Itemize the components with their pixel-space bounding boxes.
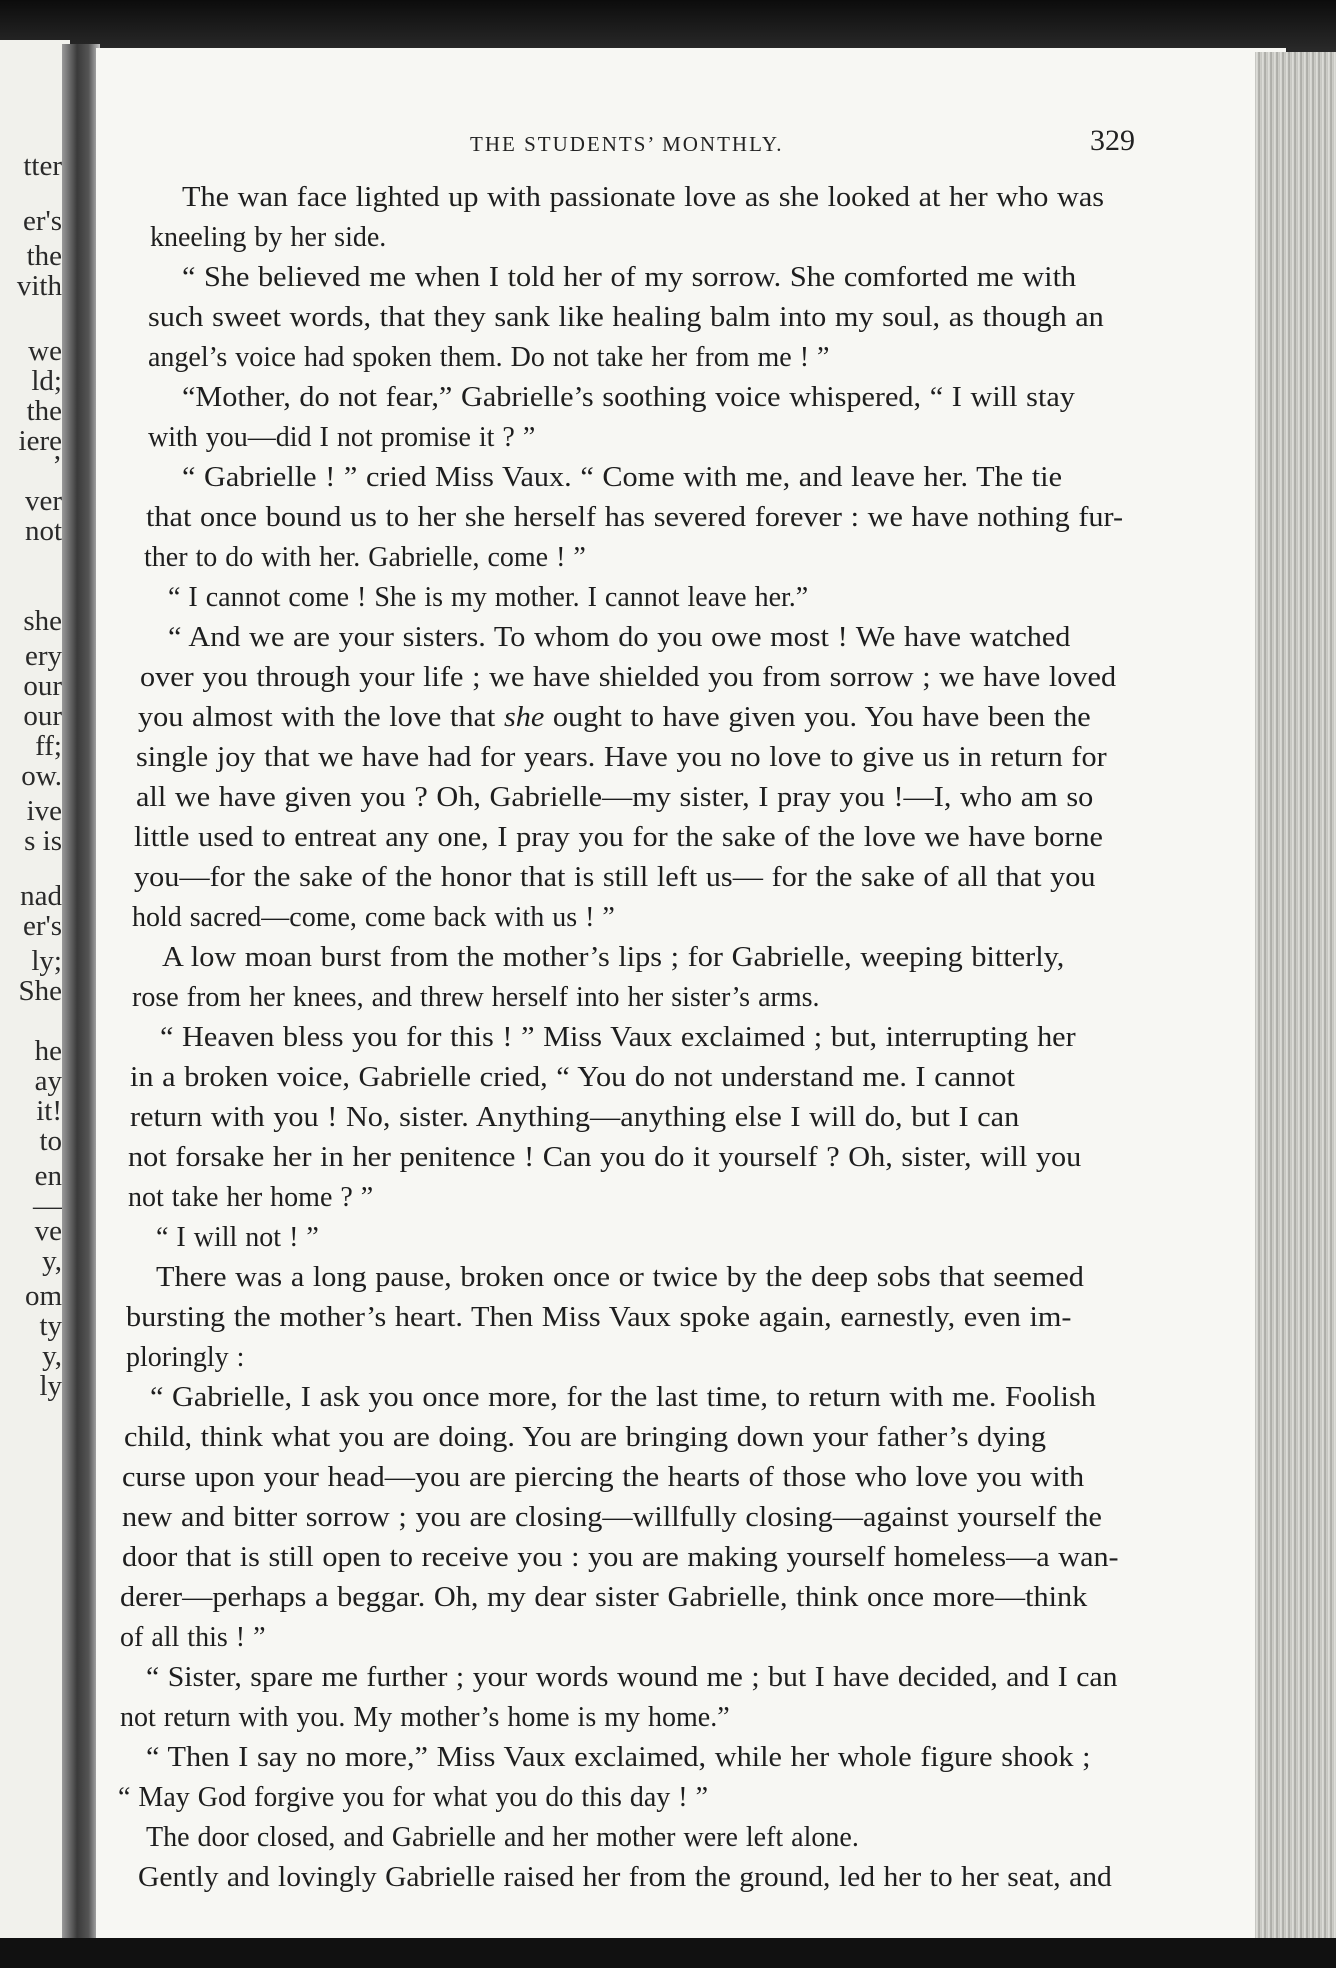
text-line: ther to do with her. Gabrielle, come ! ” xyxy=(144,542,586,573)
text-line: “ May God forgive you for what you do this day ! ” xyxy=(118,1782,709,1813)
text-line: “ Sister, spare me further ; your words wound me ; but I have decided, and I can xyxy=(146,1662,1118,1693)
text-line: “ Heaven bless you for this ! ” Miss Vaux exclaimed ; but, interrupting her xyxy=(160,1022,1076,1053)
text-line: Gently and lovingly Gabrielle raised her from the ground, led her to her seat, and xyxy=(138,1862,1112,1893)
left-page-fragment: iere xyxy=(18,425,62,457)
left-page-fragment: ty xyxy=(39,1310,62,1342)
left-page-fragment: she xyxy=(23,605,62,637)
left-page-fragment: ly; xyxy=(31,945,62,977)
text-line: with you—did I not promise it ? ” xyxy=(148,422,536,453)
text-line: curse upon your head—you are piercing the hearts of those who love you with xyxy=(122,1462,1085,1493)
left-page-fragment: ive xyxy=(26,795,62,827)
left-page-fragment: not xyxy=(24,515,62,547)
left-page-fragment: ay xyxy=(34,1065,62,1097)
text-line: derer—perhaps a beggar. Oh, my dear sister Gabrielle, think once more—think xyxy=(120,1582,1088,1613)
left-page-fragment: ld; xyxy=(31,365,62,397)
left-page-fragment: to xyxy=(39,1125,62,1157)
left-page-fragment: er's xyxy=(22,205,62,237)
text-line: new and bitter sorrow ; you are closing—willfully closing—against yourself the xyxy=(122,1502,1102,1533)
left-page-fragment: ery xyxy=(24,640,62,672)
left-page-fragment: ’ xyxy=(52,450,62,482)
text-line: child, think what you are doing. You are bringing down your father’s dying xyxy=(124,1422,1046,1453)
left-page-fragment: ly xyxy=(39,1370,62,1402)
left-page-fragment: the xyxy=(26,395,62,427)
text-line: “ She believed me when I told her of my sorrow. She comforted me with xyxy=(182,262,1077,293)
text-line: angel’s voice had spoken them. Do not take her from me ! ” xyxy=(148,342,830,373)
left-page-fragment: en xyxy=(34,1160,62,1192)
text-line: ploringly : xyxy=(126,1342,245,1373)
left-page-fragment: tter xyxy=(23,150,62,182)
text-line: “ And we are your sisters. To whom do you owe most ! We have watched xyxy=(168,622,1071,653)
left-page-fragment: — xyxy=(33,1190,62,1222)
left-page-fragment: ow. xyxy=(21,760,62,792)
text-line: hold sacred—come, come back with us ! ” xyxy=(132,902,615,933)
text-line: over you through your life ; we have shielded you from sorrow ; we have loved xyxy=(140,662,1117,693)
left-page-fragment: ff; xyxy=(35,730,62,762)
scan-bottom-edge xyxy=(0,1938,1336,1968)
text-line: that once bound us to her she herself has severed forever : we have nothing fur- xyxy=(146,502,1124,533)
text-line: single joy that we have had for years. Have you no love to give us in return for xyxy=(136,742,1107,773)
text-line: “ Then I say no more,” Miss Vaux exclaimed, while her whole figure shook ; xyxy=(146,1742,1091,1773)
text-line: “ Gabrielle, I ask you once more, for the last time, to return with me. Foolish xyxy=(150,1382,1096,1413)
text-line: “ I cannot come ! She is my mother. I cannot leave her.” xyxy=(168,582,809,613)
text-line: A low moan burst from the mother’s lips ; for Gabrielle, weeping bitterly, xyxy=(162,942,1065,973)
text-line: “Mother, do not fear,” Gabrielle’s soothing voice whispered, “ I will stay xyxy=(182,382,1075,413)
left-page-fragment: we xyxy=(28,335,62,367)
text-line: There was a long pause, broken once or twice by the deep sobs that seemed xyxy=(156,1262,1084,1293)
text-line: rose from her knees, and threw herself into her sister’s arms. xyxy=(132,982,820,1013)
left-page-fragment: s is xyxy=(24,825,62,857)
left-page-fragment: er's xyxy=(22,910,62,942)
left-page-fragment: it! xyxy=(36,1095,62,1127)
left-page-fragment: he xyxy=(34,1035,62,1067)
left-page-fragment: our xyxy=(23,700,62,732)
text-line: not return with you. My mother’s home is my home.” xyxy=(120,1702,730,1733)
text-line: not forsake her in her penitence ! Can you do it yourself ? Oh, sister, will you xyxy=(128,1142,1082,1173)
text-line: you—for the sake of the honor that is still left us— for the sake of all that you xyxy=(134,862,1096,893)
left-page-fragment: nad xyxy=(20,880,62,912)
left-page-fragment: ve xyxy=(34,1215,62,1247)
text-line: “ Gabrielle ! ” cried Miss Vaux. “ Come with me, and leave her. The tie xyxy=(182,462,1063,493)
left-page-fragment: vith xyxy=(16,270,62,302)
text-line: The wan face lighted up with passionate love as she looked at her who was xyxy=(182,182,1105,213)
left-page-fragment: She xyxy=(18,975,62,1007)
page-number: 329 xyxy=(1090,124,1135,157)
left-page-fragment: our xyxy=(23,670,62,702)
text-line: return with you ! No, sister. Anything—anything else I will do, but I can xyxy=(130,1102,1020,1133)
text-line: kneeling by her side. xyxy=(150,222,387,253)
left-page-fragment: y, xyxy=(42,1245,62,1277)
left-page-fragment: y, xyxy=(42,1340,62,1372)
text-line: The door closed, and Gabrielle and her mother were left alone. xyxy=(146,1822,859,1853)
text-line: not take her home ? ” xyxy=(128,1182,374,1213)
text-line: you almost with the love that she ought to have given you. You have been the xyxy=(138,702,1091,733)
left-page-fragment: om xyxy=(24,1280,62,1312)
text-line: all we have given you ? Oh, Gabrielle—my sister, I pray you !—I, who am so xyxy=(136,782,1094,813)
text-line: of all this ! ” xyxy=(120,1622,266,1653)
text-line: little used to entreat any one, I pray you for the sake of the love we have borne xyxy=(134,822,1103,853)
text-line: bursting the mother’s heart. Then Miss Vaux spoke again, earnestly, even im- xyxy=(126,1302,1072,1333)
running-title: THE STUDENTS’ MONTHLY. xyxy=(470,132,784,156)
text-line: “ I will not ! ” xyxy=(156,1222,319,1253)
left-page-fragment: the xyxy=(26,240,62,272)
text-line: in a broken voice, Gabrielle cried, “ You do not understand me. I cannot xyxy=(130,1062,1015,1093)
text-line: door that is still open to receive you : you are making yourself homeless—a wan- xyxy=(122,1542,1119,1573)
left-page-fragment: ver xyxy=(24,485,62,517)
text-line: such sweet words, that they sank like healing balm into my soul, as though an xyxy=(148,302,1104,333)
